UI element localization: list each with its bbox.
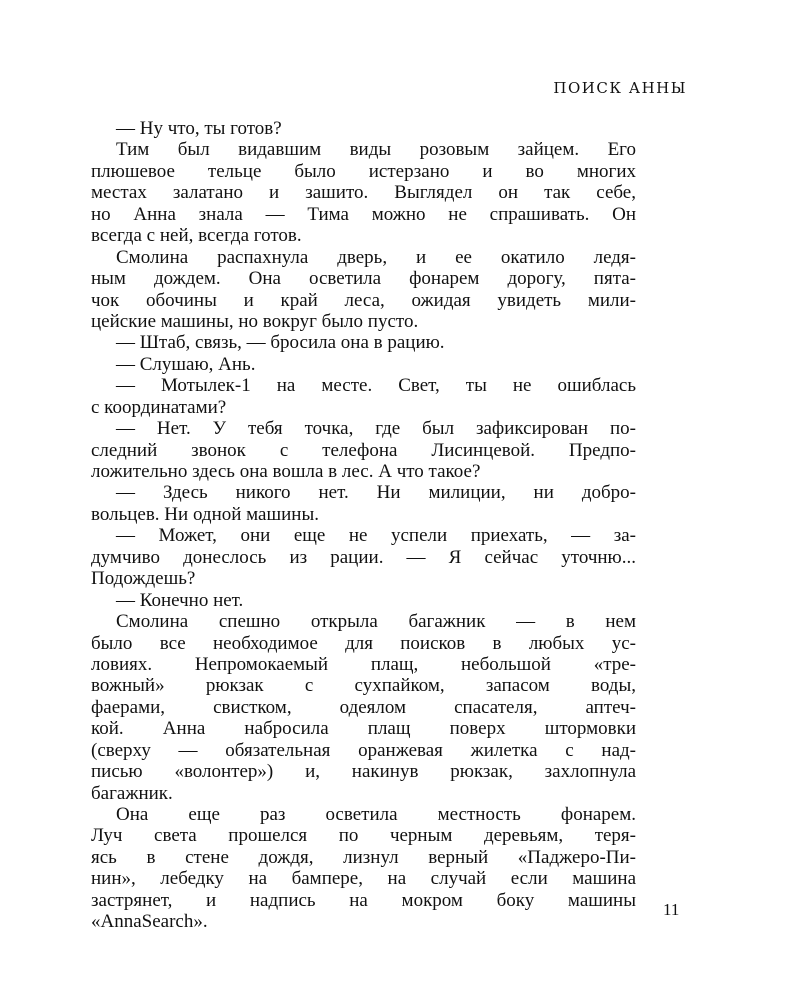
- text-line: писью «волонтер») и, накинув рюкзак, захлопнула: [91, 761, 636, 783]
- text-line: — Штаб, связь, — бросила она в рацию.: [116, 332, 445, 354]
- body-text: [91, 118, 636, 933]
- text-line: но Анна знала — Тима можно не спрашивать. Он: [91, 203, 636, 225]
- paragraph: [91, 418, 636, 482]
- text-line: вожный» рюкзак с сухпайком, запасом воды,: [91, 675, 636, 697]
- text-line: — Мотылек-1 на месте. Свет, ты не ошиблась: [116, 375, 636, 397]
- text-line: — Нет. У тебя точка, где был зафиксирован по-: [116, 418, 636, 440]
- paragraph: [91, 804, 636, 933]
- text-line: — Может, они еще не успели приехать, — за-: [116, 525, 636, 547]
- text-line: нин», лебедку на бампере, на случай если машина: [91, 868, 636, 890]
- text-line: Тим был видавшим виды розовым зайцем. Его: [116, 139, 636, 161]
- paragraph: [91, 525, 636, 590]
- text-line: вольцев. Ни одной машины.: [91, 503, 319, 525]
- text-line: ным дождем. Она осветила фонарем дорогу, пята-: [91, 268, 636, 290]
- paragraph: [91, 482, 636, 525]
- text-line: — Слушаю, Ань.: [116, 353, 256, 375]
- text-line: Луч света прошелся по черным деревьям, теря-: [91, 825, 636, 847]
- paragraph: [91, 139, 636, 247]
- paragraph: [116, 354, 636, 375]
- text-line: следний звонок с телефона Лисинцевой. Предпо-: [91, 439, 636, 461]
- text-line: Смолина спешно открыла багажник — в нем: [116, 611, 636, 633]
- paragraph: [91, 246, 636, 333]
- text-line: думчиво донеслось из рации. — Я сейчас уточню...: [91, 546, 636, 568]
- text-line: всегда с ней, всегда готов.: [91, 225, 302, 247]
- text-line: кой. Анна набросила плащ поверх штормовки: [91, 718, 636, 740]
- paragraph: [91, 375, 636, 418]
- paragraph: [116, 590, 636, 611]
- text-line: «AnnaSearch».: [91, 911, 208, 933]
- page-number: 11: [663, 900, 680, 919]
- text-line: — Ну что, ты готов?: [116, 118, 282, 139]
- text-line: — Здесь никого нет. Ни милиции, ни добро-: [116, 482, 636, 504]
- text-line: — Конечно нет.: [116, 589, 244, 611]
- text-line: фаерами, свистком, одеялом спасателя, аптеч-: [91, 696, 636, 718]
- text-line: было все необходимое для поисков в любых ус-: [91, 632, 636, 654]
- running-head: ПОИСК АННЫ: [553, 79, 687, 97]
- text-line: плюшевое тельце было истерзано и во многих: [91, 160, 636, 182]
- paragraph: [116, 332, 636, 353]
- text-line: ясь в стене дождя, лизнул верный «Паджеро-Пи-: [91, 846, 636, 868]
- text-line: Подождешь?: [91, 568, 196, 590]
- text-line: (сверху — обязательная оранжевая жилетка с над-: [91, 739, 636, 761]
- text-line: Она еще раз осветила местность фонарем.: [116, 804, 636, 825]
- text-line: застрянет, и надпись на мокром боку машины: [91, 889, 636, 911]
- text-line: местах залатано и зашито. Выглядел он так себе,: [91, 182, 636, 204]
- text-line: с координатами?: [91, 396, 227, 418]
- text-line: ловиях. Непромокаемый плащ, небольшой «тре-: [91, 653, 636, 675]
- text-line: чок обочины и край леса, ожидая увидеть мили-: [91, 289, 636, 311]
- paragraph: [116, 118, 636, 139]
- text-line: багажник.: [91, 782, 173, 804]
- paragraph: [91, 611, 636, 804]
- text-line: Смолина распахнула дверь, и ее окатило ледя-: [116, 246, 636, 268]
- text-line: ложительно здесь она вошла в лес. А что такое?: [91, 461, 481, 482]
- text-line: цейские машины, но вокруг было пусто.: [91, 310, 419, 332]
